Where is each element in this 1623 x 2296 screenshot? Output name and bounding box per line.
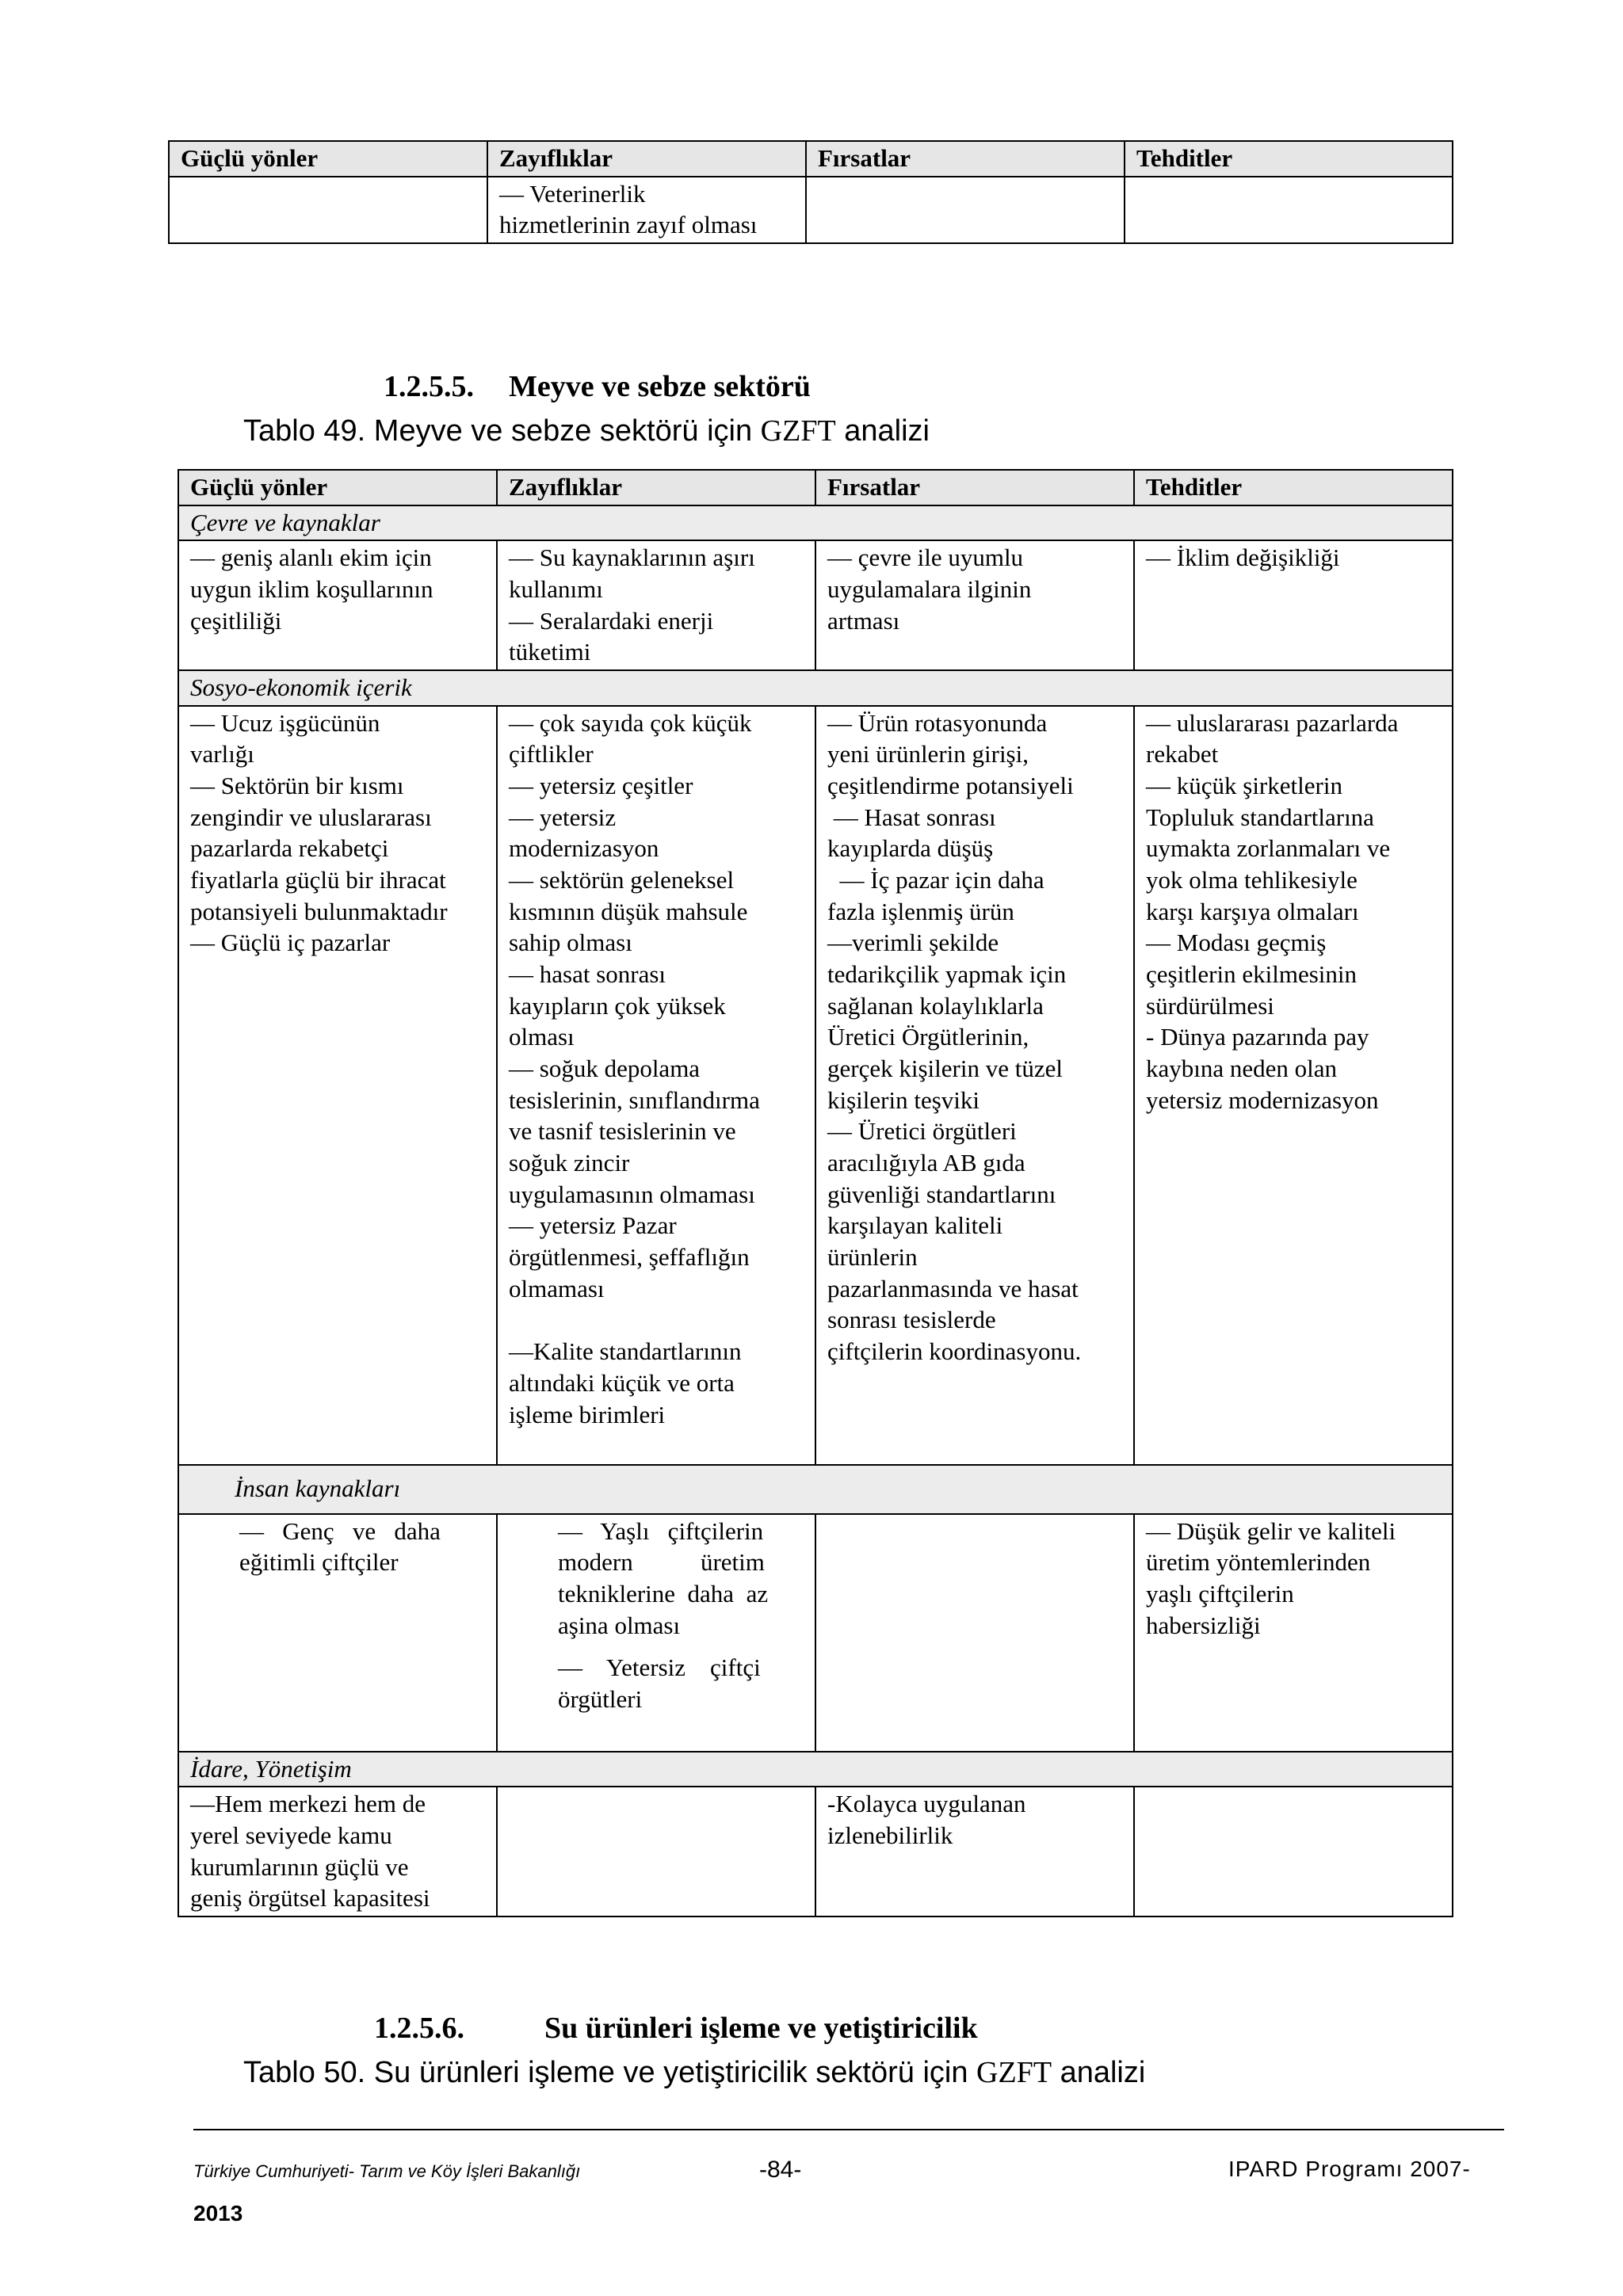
cell-line: yaşlı çiftçilerin	[1146, 1580, 1294, 1608]
caption-suffix: analizi	[835, 414, 930, 448]
cell-line: tesislerinin, sınıflandırma	[509, 1085, 760, 1114]
header-threats: Tehditler	[1125, 141, 1453, 177]
cell-line: soğuk zincir	[509, 1149, 630, 1177]
cell-line: — Düşük gelir ve kaliteli	[1146, 1516, 1396, 1545]
cell-line: kullanımı	[509, 575, 603, 604]
cell-line: -Kolayca uygulanan	[827, 1790, 1026, 1818]
cell-line: güvenliği standartlarını	[827, 1180, 1056, 1208]
spacer	[509, 1304, 804, 1336]
cell-line: — çevre ile uyumlu	[827, 543, 1024, 572]
cell-opportunities	[806, 177, 1125, 243]
cell-line: çeşitlerin ekilmesinin	[1146, 960, 1358, 989]
caption-acronym: GZFT	[760, 414, 836, 448]
top-gzft-table	[168, 140, 1453, 244]
table-row	[178, 1514, 1453, 1752]
table-row	[169, 177, 1453, 243]
cell-line: ürünlerin	[827, 1243, 918, 1272]
footer-year: 2013	[193, 2201, 243, 2225]
cell-line: — hasat sonrası	[509, 960, 666, 989]
category-label: İdare, Yönetişim	[178, 1752, 1453, 1787]
section-title: Meyve ve sebze sektörü	[509, 370, 811, 403]
header-opportunities: Fırsatlar	[806, 141, 1125, 177]
cell-line: — sektörün geleneksel	[509, 866, 735, 894]
cell-strengths	[178, 706, 497, 1465]
cell-line: çiftçilerin koordinasyonu.	[827, 1337, 1082, 1366]
cell-line: izlenebilirlik	[827, 1821, 953, 1850]
cell-line: artması	[827, 606, 900, 635]
cell-line: ve tasnif tesislerinin ve	[509, 1117, 736, 1146]
category-row	[178, 670, 1453, 706]
cell-threats	[1125, 177, 1453, 243]
cell-opportunities	[815, 706, 1134, 1465]
caption-text: Tablo 49. Meyve ve sebze sektörü için	[243, 414, 761, 448]
cell-line: — Sektörün bir kısmı	[190, 772, 404, 800]
cell-line: Topluluk standartlarına	[1146, 803, 1374, 831]
category-row	[178, 505, 1453, 541]
cell-line: varlığı	[190, 740, 254, 769]
cell-line: karşı karşıya olmaları	[1146, 897, 1359, 925]
cell-line: kurumlarının güçlü ve	[190, 1852, 409, 1881]
cell-line: kaybına neden olan	[1146, 1055, 1338, 1083]
cell-line: olmaması	[509, 1274, 605, 1302]
cell-line: — yetersiz çeşitler	[509, 772, 693, 800]
table-row	[178, 1787, 1453, 1917]
table-row	[178, 540, 1453, 670]
cell-weaknesses	[487, 177, 806, 243]
cell-line: — Ucuz işgücünün	[190, 708, 380, 737]
header-weaknesses: Zayıflıklar	[487, 141, 806, 177]
cell-line: pazarlarda rekabetçi	[190, 834, 389, 863]
cell-line: tekniklerine daha az	[558, 1580, 769, 1608]
cell-line: karşılayan kaliteli	[827, 1211, 1003, 1240]
table-row	[178, 706, 1453, 1465]
cell-line: hizmetlerinin zayıf olması	[499, 211, 758, 239]
cell-threats	[1134, 540, 1453, 670]
cell-line: — küçük şirketlerin	[1146, 772, 1342, 800]
cell-line: — Su kaynaklarının aşırı	[509, 543, 755, 572]
cell-threats	[1134, 1787, 1453, 1917]
cell-line: uymakta zorlanmaları ve	[1146, 834, 1391, 863]
section-number: 1.2.5.6.	[374, 2012, 464, 2045]
category-label: Çevre ve kaynaklar	[178, 505, 1453, 541]
header-weaknesses: Zayıflıklar	[497, 470, 815, 505]
cell-line: çeşitliliği	[190, 606, 282, 635]
header-strengths: Güçlü yönler	[178, 470, 497, 505]
cell-line: modernizasyon	[509, 834, 659, 863]
cell-line: uygulamalara ilginin	[827, 575, 1032, 604]
caption-text: Tablo 50. Su ürünleri işleme ve yetiştiricilik sektörü için	[243, 2056, 977, 2089]
table-header-row	[169, 141, 1453, 177]
cell-line: fiyatlarla güçlü bir ihracat	[190, 866, 446, 894]
cell-line: çeşitlendirme potansiyeli	[827, 772, 1074, 800]
cell-line: potansiyeli bulunmaktadır	[190, 897, 448, 925]
table-caption-1	[243, 414, 930, 448]
cell-line: aşina olması	[558, 1611, 681, 1639]
cell-line: — çok sayıda çok küçük	[509, 708, 752, 737]
main-gzft-table	[178, 469, 1453, 1917]
category-label: Sosyo-ekonomik içerik	[178, 670, 1453, 706]
footer-ministry: Türkiye Cumhuriyeti- Tarım ve Köy İşleri Bakanlığı	[193, 2161, 581, 2181]
header-strengths: Güçlü yönler	[169, 141, 487, 177]
cell-line: yok olma tehlikesiyle	[1146, 866, 1358, 894]
cell-weaknesses	[497, 1514, 815, 1752]
caption-acronym: GZFT	[976, 2056, 1052, 2089]
cell-line: aracılığıyla AB gıda	[827, 1149, 1025, 1177]
cell-line: modern üretim	[558, 1548, 765, 1577]
cell-line: kısmının düşük mahsule	[509, 897, 748, 925]
cell-line: — yetersiz Pazar	[509, 1211, 677, 1240]
cell-line: tüketimi	[509, 638, 591, 666]
cell-line: —verimli şekilde	[827, 929, 999, 957]
table-header-row	[178, 470, 1453, 505]
cell-opportunities	[815, 1514, 1134, 1752]
cell-line: — Seralardaki enerji	[509, 606, 714, 635]
cell-line: — İklim değişikliği	[1146, 543, 1340, 572]
cell-line: çiftlikler	[509, 740, 594, 769]
cell-line: — Yetersiz çiftçi	[558, 1653, 761, 1682]
cell-line: — Yaşlı çiftçilerin	[558, 1516, 764, 1545]
cell-line: fazla işlenmiş ürün	[827, 897, 1014, 925]
cell-line: — soğuk depolama	[509, 1055, 701, 1083]
cell-line: — Ürün rotasyonunda	[827, 708, 1048, 737]
cell-line: yeni ürünlerin girişi,	[827, 740, 1029, 769]
page-number: -84-	[759, 2157, 802, 2183]
category-row	[178, 1465, 1453, 1514]
header-threats: Tehditler	[1134, 470, 1453, 505]
cell-line: zengindir ve uluslararası	[190, 803, 432, 831]
cell-line: altındaki küçük ve orta	[509, 1369, 735, 1398]
cell-opportunities	[815, 1787, 1134, 1917]
cell-line: — Veterinerlik	[499, 179, 646, 208]
cell-line: olması	[509, 1023, 575, 1051]
cell-line: sonrası tesislerde	[827, 1306, 996, 1334]
section-heading-1	[384, 369, 811, 404]
cell-strengths	[178, 540, 497, 670]
cell-line: örgütleri	[558, 1685, 643, 1714]
section-number: 1.2.5.5.	[384, 370, 474, 403]
cell-strengths	[169, 177, 487, 243]
cell-line: — yetersiz	[509, 803, 617, 831]
cell-line: sürdürülmesi	[1146, 991, 1274, 1020]
cell-line: gerçek kişilerin ve tüzel	[827, 1055, 1063, 1083]
cell-threats	[1134, 706, 1453, 1465]
cell-line: Üretici Örgütlerinin,	[827, 1023, 1029, 1051]
cell-weaknesses	[497, 1787, 815, 1917]
cell-line: — Üretici örgütleri	[827, 1117, 1017, 1146]
cell-line: eğitimli çiftçiler	[239, 1548, 399, 1577]
cell-strengths	[178, 1787, 497, 1917]
cell-line: — Modası geçmiş	[1146, 929, 1327, 957]
cell-line: örgütlenmesi, şeffaflığın	[509, 1243, 750, 1272]
cell-line: — Hasat sonrası	[827, 803, 996, 831]
cell-line: sağlanan kolaylıklarla	[827, 991, 1044, 1020]
cell-line: habersizliği	[1146, 1611, 1261, 1639]
cell-line: üretim yöntemlerinden	[1146, 1548, 1371, 1577]
cell-line: uygun iklim koşullarının	[190, 575, 433, 604]
cell-line: — Güçlü iç pazarlar	[190, 929, 391, 957]
cell-line: — İç pazar için daha	[827, 866, 1044, 894]
cell-weaknesses	[497, 706, 815, 1465]
table-caption-2	[243, 2055, 1145, 2090]
cell-weaknesses	[497, 540, 815, 670]
cell-line: işleme birimleri	[509, 1400, 666, 1428]
cell-line: tedarikçilik yapmak için	[827, 960, 1067, 989]
cell-opportunities	[815, 540, 1134, 670]
cell-line: yetersiz modernizasyon	[1146, 1085, 1379, 1114]
section-heading-2	[374, 2011, 978, 2046]
cell-line: kişilerin teşviki	[827, 1085, 980, 1114]
category-label: İnsan kaynakları	[178, 1465, 1453, 1514]
cell-line: kayıpların çok yüksek	[509, 991, 726, 1020]
cell-line: yerel seviyede kamu	[190, 1821, 392, 1850]
section-title: Su ürünleri işleme ve yetiştiricilik	[544, 2012, 978, 2045]
cell-line: — geniş alanlı ekim için	[190, 543, 432, 572]
cell-line: —Hem merkezi hem de	[190, 1790, 426, 1818]
footer-divider	[193, 2129, 1504, 2130]
cell-line: kayıplarda düşüş	[827, 834, 994, 863]
cell-threats	[1134, 1514, 1453, 1752]
cell-line: sahip olması	[509, 929, 632, 957]
cell-line: — uluslararası pazarlarda	[1146, 708, 1399, 737]
cell-line: - Dünya pazarında pay	[1146, 1023, 1369, 1051]
cell-line: geniş örgütsel kapasitesi	[190, 1884, 430, 1913]
cell-line: uygulamasının olmaması	[509, 1180, 755, 1208]
category-row	[178, 1752, 1453, 1787]
header-opportunities: Fırsatlar	[815, 470, 1134, 505]
cell-strengths	[178, 1514, 497, 1752]
spacer	[558, 1641, 804, 1652]
cell-line: — Genç ve daha	[239, 1516, 441, 1545]
cell-line: —Kalite standartlarının	[509, 1337, 742, 1366]
cell-line: rekabet	[1146, 740, 1219, 769]
footer-program: IPARD Programı 2007-	[1228, 2157, 1471, 2181]
cell-line: pazarlanmasında ve hasat	[827, 1274, 1079, 1302]
caption-suffix: analizi	[1052, 2056, 1146, 2089]
